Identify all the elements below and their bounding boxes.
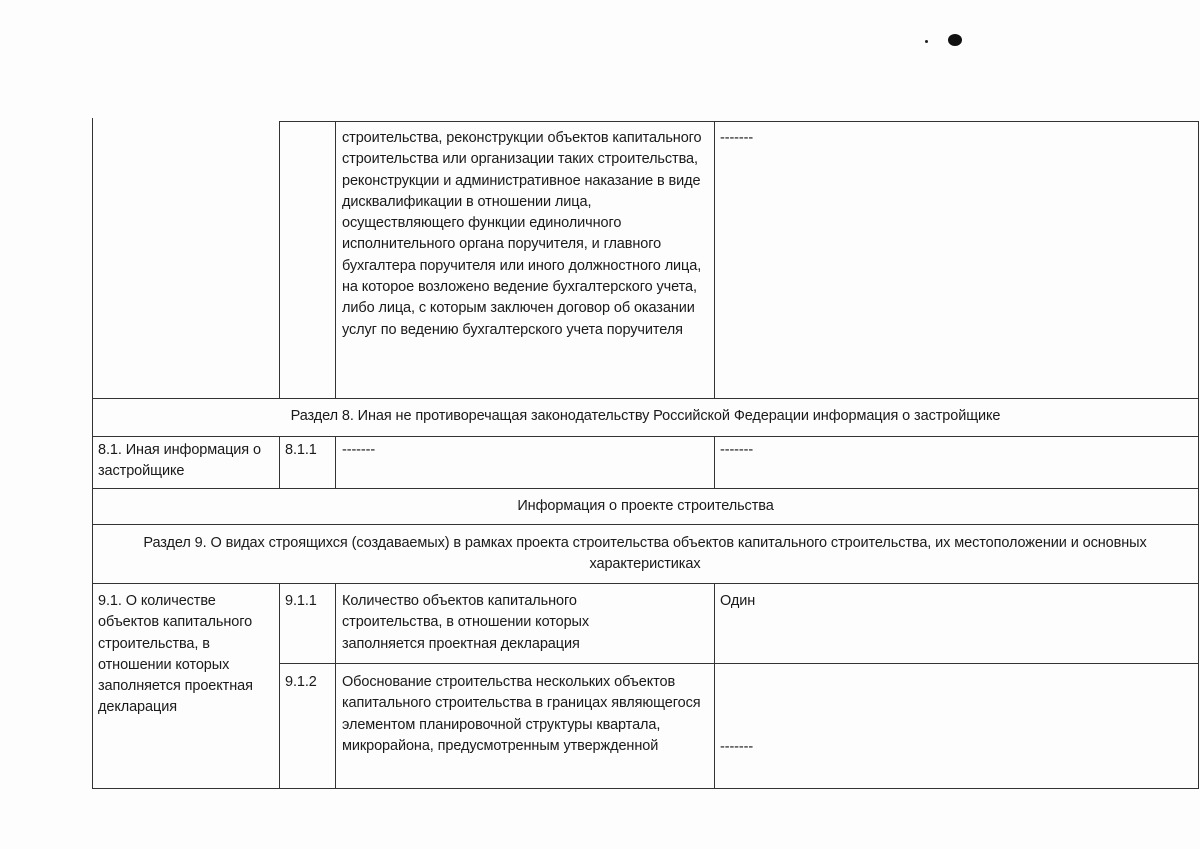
section-9-title: Раздел 9. О видах строящихся (создаваемых) в рамках проекта строительства объектов капитального строительства, их местоположении и основных характеристиках <box>143 535 1147 573</box>
group-label: 9.1. О количестве объектов капитального строительства, в отношении которых заполняется проектная декларация <box>98 593 253 716</box>
table-border <box>279 583 280 788</box>
table-border <box>279 663 1199 664</box>
table-border <box>335 583 336 788</box>
table-border <box>92 488 1199 489</box>
requirement-description: строительства, реконструкции объектов капитального строительства или организации таких строительства, реконструкции и административное наказание в виде дисквалификации в отношении лица, осуществляющего функции единоличного исполнительного органа поручителя, и главного бухгалтера поручителя или иного должностного лица, на которое возложено ведение бухгалтерского учета, либо лица, с которым заключен договор об оказании услуг по ведению бухгалтерского учета поручителя <box>342 130 702 338</box>
table-border <box>714 583 715 788</box>
requirement-value: ------- <box>720 130 754 146</box>
table-border <box>92 398 1199 399</box>
group-label: 8.1. Иная информация о застройщике <box>98 442 261 480</box>
ink-blot <box>948 34 962 46</box>
table-border <box>279 121 280 398</box>
table-border <box>335 121 336 398</box>
item-code: 9.1.1 <box>285 593 317 609</box>
project-info-header: Информация о проекте строительства <box>517 498 774 514</box>
item-code: 9.1.2 <box>285 674 317 690</box>
table-border <box>714 121 715 398</box>
item-code: 8.1.1 <box>285 442 317 458</box>
item-value: ------- <box>720 739 754 755</box>
scan-speck <box>925 40 928 43</box>
section-8-title: Раздел 8. Иная не противоречащая законодательству Российской Федерации информация о застройщике <box>290 408 1001 424</box>
table-border <box>335 436 336 488</box>
table-border <box>279 436 280 488</box>
table-border <box>1198 121 1199 789</box>
table-border <box>92 436 1199 437</box>
table-border <box>714 436 715 488</box>
item-description: Обоснование строительства нескольких объектов капитального строительства в границах являющегося элементом планировочной структуры квартала, микрорайона, предусмотренным утвержденной <box>342 674 701 754</box>
table-border <box>92 788 1199 789</box>
table-border <box>92 118 93 789</box>
table-border <box>92 583 1199 584</box>
table-border <box>279 121 1199 122</box>
item-description: ------- <box>342 442 376 458</box>
item-description: Количество объектов капитального строительства, в отношении которых заполняется проектная декларация <box>342 593 590 652</box>
item-value: Один <box>720 593 756 609</box>
item-value: ------- <box>720 442 754 458</box>
table-border <box>92 524 1199 525</box>
